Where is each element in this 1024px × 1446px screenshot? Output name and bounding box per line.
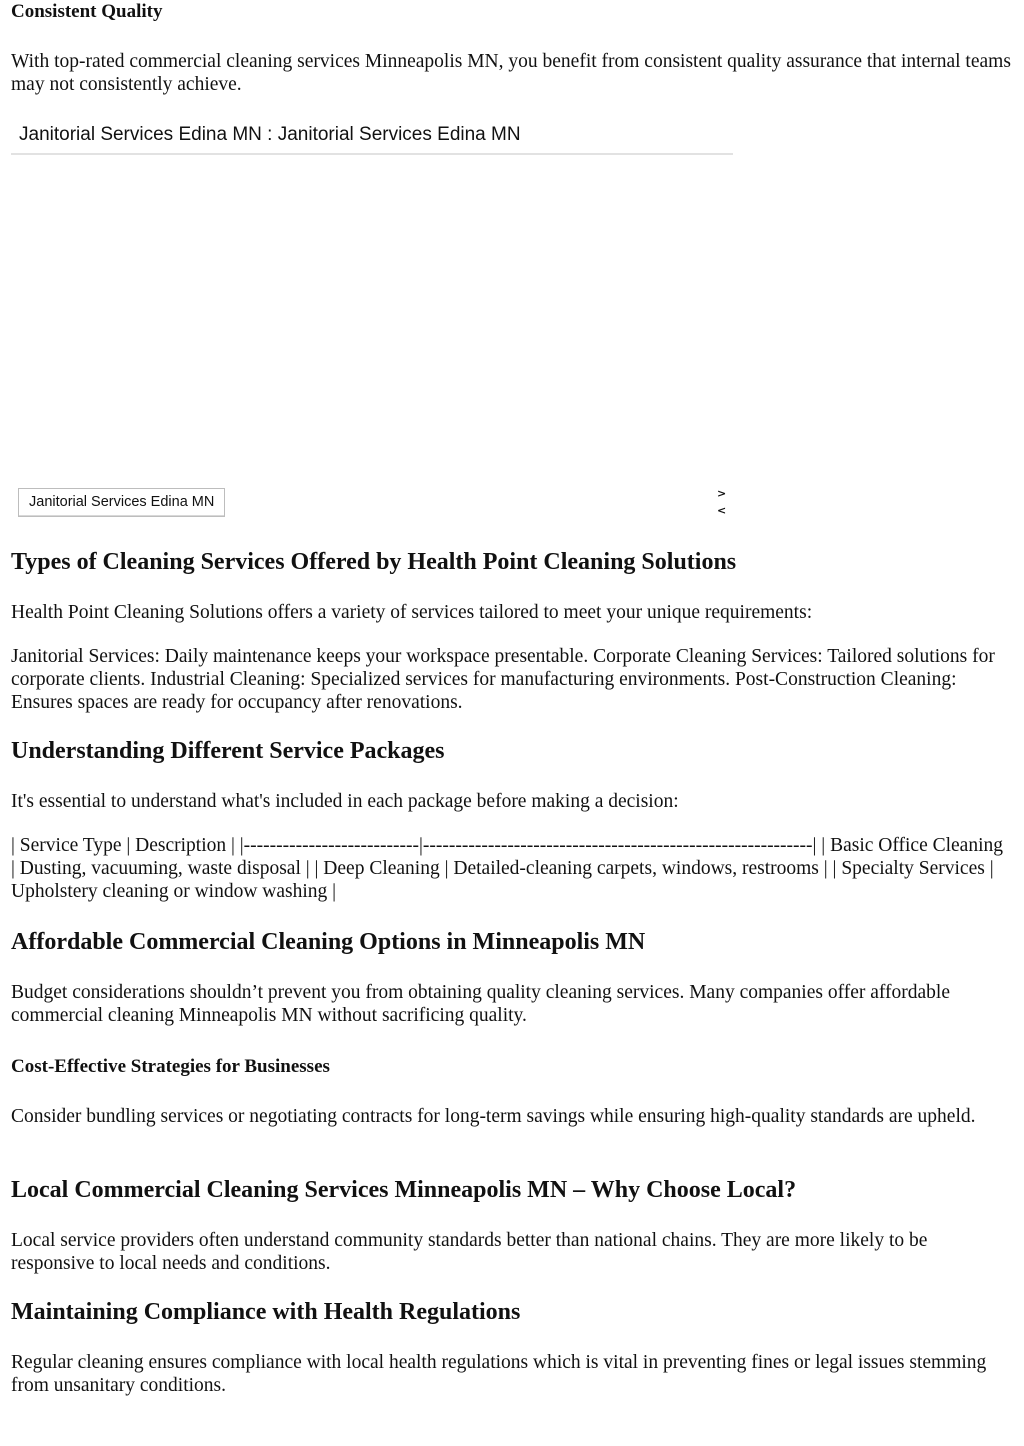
affordable-heading: Affordable Commercial Cleaning Options in Minneapolis MN — [11, 929, 646, 955]
compliance-body: Regular cleaning ensures compliance with local health regulations which is vital in preventing fines or legal issues stemming from unsanitary conditions. — [11, 1352, 987, 1396]
cost-effective-body: Consider bundling services or negotiating contracts for long-term savings while ensuring high-quality standards are upheld. — [11, 1106, 976, 1127]
packages-table-text: | Service Type | Description | |---------------------------|------------------------------------------------------------| | Basic Office Cleaning | Dusting, vacuuming, waste disposal | | Deep Cleaning | Detailed-cleaning carpets, windows, restrooms | | Specialty Services | Upholstery cleaning or window washing | — [11, 835, 1003, 902]
consistent-quality-heading: Consistent Quality — [11, 1, 163, 22]
embed-link-button[interactable]: Janitorial Services Edina MN — [18, 488, 225, 517]
types-body: Janitorial Services: Daily maintenance keeps your workspace presentable. Corporate Cleaning Services: Tailored solutions for corporate clients. Industrial Cleaning: Specialized services for manufacturing environments. Post-Construction Cleaning: Ensures spaces are ready for occupancy after renovations. — [11, 646, 995, 713]
local-heading: Local Commercial Cleaning Services Minneapolis MN – Why Choose Local? — [11, 1177, 797, 1203]
types-intro: Health Point Cleaning Solutions offers a variety of services tailored to meet your unique requirements: — [11, 602, 813, 623]
affordable-body: Budget considerations shouldn’t prevent you from obtaining quality cleaning services. Many companies offer affordable commercial cleaning Minneapolis MN without sacrificing quality. — [11, 982, 951, 1026]
cost-effective-heading: Cost-Effective Strategies for Businesses — [11, 1056, 330, 1077]
compliance-heading: Maintaining Compliance with Health Regulations — [11, 1299, 521, 1325]
video-embed[interactable] — [11, 118, 733, 520]
embed-title: Janitorial Services Edina MN : Janitorial Services Edina MN — [19, 124, 521, 145]
packages-heading: Understanding Different Service Packages — [11, 738, 445, 764]
packages-intro: It's essential to understand what's included in each package before making a decision: — [11, 791, 679, 812]
embed-divider — [11, 153, 733, 155]
next-arrow-icon[interactable]: > — [717, 487, 727, 500]
types-heading: Types of Cleaning Services Offered by Health Point Cleaning Solutions — [11, 549, 737, 575]
prev-arrow-icon[interactable]: < — [717, 504, 727, 517]
consistent-quality-body: With top-rated commercial cleaning services Minneapolis MN, you benefit from consistent quality assurance that internal teams may not consistently achieve. — [11, 51, 1011, 95]
local-body: Local service providers often understand community standards better than national chains. They are more likely to be responsive to local needs and conditions. — [11, 1230, 928, 1274]
